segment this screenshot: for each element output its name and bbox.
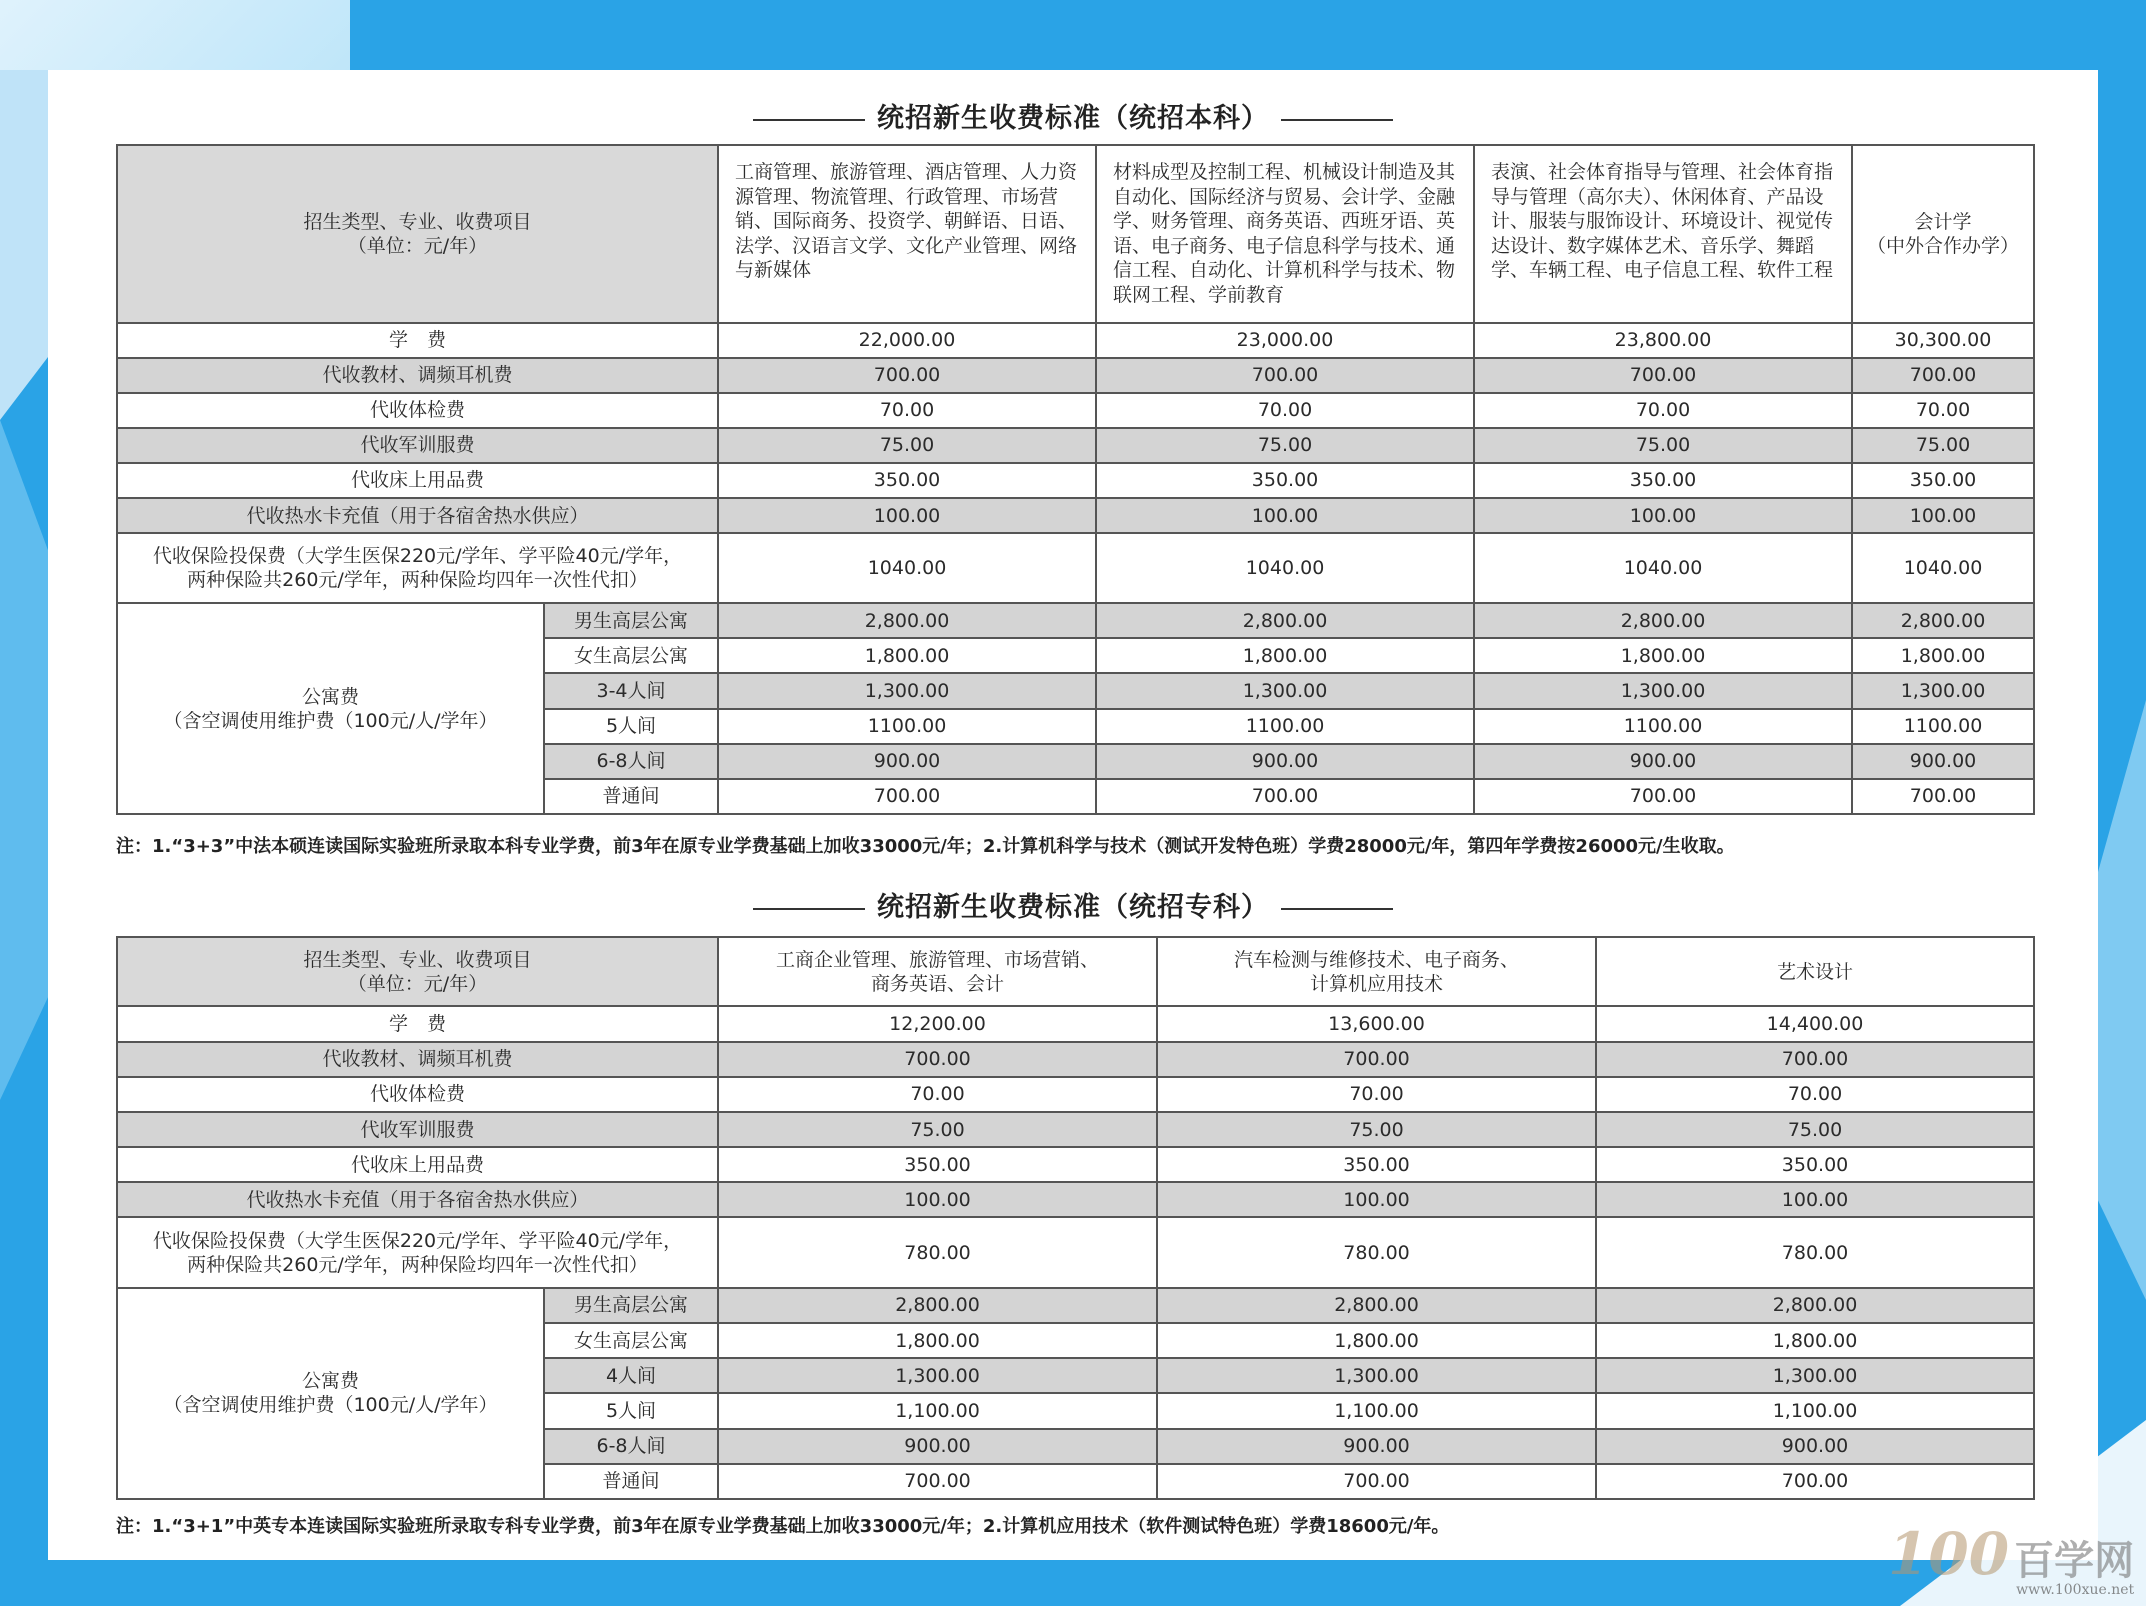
fee-value: 100.00 <box>718 498 1096 533</box>
fee-value: 350.00 <box>1852 463 2034 498</box>
college-note: 注：1.“3+1”中英专本连读国际实验班所录取专科专业学费，前3年在原专业学费基础上加收33000元/年；2.计算机应用技术（软件测试特色班）学费18600元/年。 <box>116 1516 1450 1537</box>
fee-value: 75.00 <box>718 1112 1157 1147</box>
housing-label: 公寓费 <box>301 685 359 708</box>
undergrad-title <box>0 96 2146 135</box>
fee-value: 30,300.00 <box>1852 323 2034 358</box>
fee-value: 12,200.00 <box>718 1006 1157 1041</box>
housing-type: 4人间 <box>544 1358 718 1393</box>
row-label: 代收体检费 <box>117 393 718 428</box>
undergrad-header-label: 招生类型、专业、收费项目 <box>303 210 532 233</box>
fee-value: 700.00 <box>1157 1464 1596 1499</box>
housing-type: 普通间 <box>544 779 718 814</box>
insurance-label-line1: 代收保险投保费（大学生医保220元/学年、学平险40元/学年， <box>152 545 683 568</box>
undergrad-major-group-4 <box>1852 145 2034 323</box>
fee-value: 1,100.00 <box>1596 1393 2034 1428</box>
fee-value: 700.00 <box>718 1464 1157 1499</box>
fee-value: 1,300.00 <box>718 673 1096 708</box>
fee-value: 780.00 <box>1596 1217 2034 1287</box>
fee-value: 100.00 <box>1474 498 1852 533</box>
fee-value: 2,800.00 <box>718 1288 1157 1323</box>
fee-value: 700.00 <box>1096 779 1474 814</box>
college-header-unit: （单位：元/年） <box>347 972 488 995</box>
row-label: 代收教材、调频耳机费 <box>117 358 718 393</box>
fee-value: 70.00 <box>718 393 1096 428</box>
fee-value: 700.00 <box>1474 358 1852 393</box>
college-insurance-row <box>117 1217 2034 1287</box>
undergrad-insurance-row <box>117 533 2034 603</box>
fee-value: 350.00 <box>1474 463 1852 498</box>
fee-value: 70.00 <box>1157 1077 1596 1112</box>
fee-value: 1040.00 <box>718 533 1096 603</box>
fee-value: 1,800.00 <box>1596 1323 2034 1358</box>
college-major-group-3 <box>1596 937 2034 1006</box>
fee-value: 22,000.00 <box>718 323 1096 358</box>
fee-value: 2,800.00 <box>1474 603 1852 638</box>
row-label: 学 费 <box>117 1006 718 1041</box>
fee-value: 900.00 <box>1596 1429 2034 1464</box>
housing-label: 公寓费 <box>301 1370 359 1393</box>
row-label: 代收军训服费 <box>117 1112 718 1147</box>
fee-value: 700.00 <box>1096 358 1474 393</box>
fee-value: 70.00 <box>1852 393 2034 428</box>
college-uniform-row <box>117 1112 2034 1147</box>
fee-value: 700.00 <box>1596 1042 2034 1077</box>
corner-tile <box>0 0 350 70</box>
college-tuition-row <box>117 1006 2034 1041</box>
fee-value: 900.00 <box>718 1429 1157 1464</box>
row-label: 代收热水卡充值（用于各宿舍热水供应） <box>117 498 718 533</box>
fee-value: 2,800.00 <box>1852 603 2034 638</box>
housing-type: 6-8人间 <box>544 1429 718 1464</box>
title-rule-right <box>1281 119 1393 121</box>
housing-note: （含空调使用维护费（100元/人/学年） <box>163 1394 498 1417</box>
undergrad-hotwater-row <box>117 498 2034 533</box>
fee-value: 1,300.00 <box>1096 673 1474 708</box>
fee-value: 1,800.00 <box>1157 1323 1596 1358</box>
fee-value: 700.00 <box>1157 1042 1596 1077</box>
fee-value: 100.00 <box>1096 498 1474 533</box>
fee-value: 14,400.00 <box>1596 1006 2034 1041</box>
undergrad-textbook-row <box>117 358 2034 393</box>
fee-value: 700.00 <box>1474 779 1852 814</box>
housing-type: 男生高层公寓 <box>544 1288 718 1323</box>
fee-value: 1100.00 <box>1096 709 1474 744</box>
fee-value: 100.00 <box>1852 498 2034 533</box>
housing-label-cell <box>117 1288 544 1499</box>
fee-value: 23,800.00 <box>1474 323 1852 358</box>
major-line: 商务英语、会计 <box>871 972 1005 995</box>
college-physical-row <box>117 1077 2034 1112</box>
undergrad-physical-row <box>117 393 2034 428</box>
college-hotwater-row <box>117 1182 2034 1217</box>
watermark-name: 百学网 <box>2014 1537 2135 1584</box>
major-line: 工商企业管理、旅游管理、市场营销、 <box>776 948 1100 971</box>
fee-value: 700.00 <box>718 779 1096 814</box>
row-label: 代收军训服费 <box>117 428 718 463</box>
undergrad-uniform-row <box>117 428 2034 463</box>
undergrad-fee-table <box>116 144 2035 815</box>
fee-value: 1040.00 <box>1474 533 1852 603</box>
fee-value: 780.00 <box>718 1217 1157 1287</box>
college-header-row <box>117 937 2034 1006</box>
title-rule-left <box>753 119 865 121</box>
college-header-label: 招生类型、专业、收费项目 <box>303 948 532 971</box>
row-label: 学 费 <box>117 323 718 358</box>
fee-value: 1040.00 <box>1096 533 1474 603</box>
undergrad-note: 注：1.“3+3”中法本硕连读国际实验班所录取本科专业学费，前3年在原专业学费基础上加收33000元/年；2.计算机科学与技术（测试开发特色班）学费28000元/年，第四年学费按26000元/生收取。 <box>116 836 1735 857</box>
college-major-group-2 <box>1157 937 1596 1006</box>
fee-value: 2,800.00 <box>1596 1288 2034 1323</box>
college-textbook-row <box>117 1042 2034 1077</box>
fee-value: 1,800.00 <box>718 638 1096 673</box>
fee-value: 1,800.00 <box>1474 638 1852 673</box>
fee-value: 350.00 <box>718 463 1096 498</box>
college-bedding-row <box>117 1147 2034 1182</box>
major-line: 汽车检测与维修技术、电子商务、 <box>1234 948 1520 971</box>
title-rule-right <box>1281 908 1393 910</box>
fee-value: 1040.00 <box>1852 533 2034 603</box>
undergrad-header-cell <box>117 145 718 323</box>
fee-value: 75.00 <box>1596 1112 2034 1147</box>
fee-value: 75.00 <box>1852 428 2034 463</box>
undergrad-bedding-row <box>117 463 2034 498</box>
fee-value: 75.00 <box>718 428 1096 463</box>
fee-value: 1,300.00 <box>1157 1358 1596 1393</box>
fee-value: 2,800.00 <box>718 603 1096 638</box>
row-label: 代收热水卡充值（用于各宿舍热水供应） <box>117 1182 718 1217</box>
row-label: 代收教材、调频耳机费 <box>117 1042 718 1077</box>
fee-value: 780.00 <box>1157 1217 1596 1287</box>
fee-value: 700.00 <box>718 358 1096 393</box>
housing-type: 5人间 <box>544 1393 718 1428</box>
fee-value: 75.00 <box>1096 428 1474 463</box>
major-line: 艺术设计 <box>1777 960 1854 983</box>
fee-value: 350.00 <box>1596 1147 2034 1182</box>
fee-value: 75.00 <box>1474 428 1852 463</box>
housing-note: （含空调使用维护费（100元/人/学年） <box>163 709 498 732</box>
fee-value: 70.00 <box>1474 393 1852 428</box>
housing-type: 5人间 <box>544 709 718 744</box>
fee-value: 700.00 <box>1852 358 2034 393</box>
row-label: 代收床上用品费 <box>117 463 718 498</box>
housing-type: 6-8人间 <box>544 744 718 779</box>
fee-value: 700.00 <box>1852 779 2034 814</box>
fee-value: 70.00 <box>1096 393 1474 428</box>
college-title-text: 统招新生收费标准（统招专科） <box>877 892 1269 923</box>
undergrad-major4-name: 会计学 <box>1914 210 1972 233</box>
undergrad-housing-row <box>117 603 2034 638</box>
fee-value: 23,000.00 <box>1096 323 1474 358</box>
fee-value: 1,300.00 <box>1596 1358 2034 1393</box>
fee-value: 700.00 <box>718 1042 1157 1077</box>
undergrad-major4-note: （中外合作办学） <box>1867 234 2020 257</box>
college-header-cell <box>117 937 718 1006</box>
insurance-label-line2: 两种保险共260元/学年，两种保险均四年一次性代扣） <box>187 1253 648 1276</box>
fee-value: 1,300.00 <box>1474 673 1852 708</box>
insurance-label-line2: 两种保险共260元/学年，两种保险均四年一次性代扣） <box>187 569 648 592</box>
fee-value: 1100.00 <box>718 709 1096 744</box>
watermark-mark: 100 <box>1888 1520 2010 1588</box>
college-housing-row <box>117 1288 2034 1323</box>
college-fee-table <box>116 936 2035 1500</box>
fee-value: 1,800.00 <box>1096 638 1474 673</box>
fee-value: 1100.00 <box>1474 709 1852 744</box>
fee-value: 350.00 <box>718 1147 1157 1182</box>
fee-value: 900.00 <box>1096 744 1474 779</box>
housing-type: 女生高层公寓 <box>544 1323 718 1358</box>
undergrad-header-unit: （单位：元/年） <box>347 234 488 257</box>
fee-value: 100.00 <box>718 1182 1157 1217</box>
fee-value: 1,300.00 <box>718 1358 1157 1393</box>
college-major-group-1 <box>718 937 1157 1006</box>
fee-value: 700.00 <box>1596 1464 2034 1499</box>
fee-value: 350.00 <box>1096 463 1474 498</box>
insurance-label-line1: 代收保险投保费（大学生医保220元/学年、学平险40元/学年， <box>152 1229 683 1252</box>
fee-value: 1,300.00 <box>1852 673 2034 708</box>
row-label <box>117 1217 718 1287</box>
row-label: 代收床上用品费 <box>117 1147 718 1182</box>
fee-value: 75.00 <box>1157 1112 1596 1147</box>
fee-value: 900.00 <box>1157 1429 1596 1464</box>
fee-value: 350.00 <box>1157 1147 1596 1182</box>
fee-value: 900.00 <box>718 744 1096 779</box>
fee-value: 900.00 <box>1852 744 2034 779</box>
fee-value: 2,800.00 <box>1157 1288 1596 1323</box>
fee-value: 900.00 <box>1474 744 1852 779</box>
watermark-url: www.100xue.net <box>2016 1582 2135 1598</box>
undergrad-tuition-row <box>117 323 2034 358</box>
fee-value: 70.00 <box>1596 1077 2034 1112</box>
major-line: 计算机应用技术 <box>1310 972 1444 995</box>
housing-label-cell <box>117 603 544 814</box>
undergrad-major-group-3: 表演、社会体育指导与管理、社会体育指导与管理（高尔夫）、休闲体育、产品设计、服装与服饰设计、环境设计、视觉传达设计、数字媒体艺术、音乐学、舞蹈学、车辆工程、电子信息工程、软件工程 <box>1474 145 1852 323</box>
row-label: 代收体检费 <box>117 1077 718 1112</box>
fee-value: 70.00 <box>718 1077 1157 1112</box>
fee-value: 1,800.00 <box>718 1323 1157 1358</box>
fee-value: 100.00 <box>1157 1182 1596 1217</box>
fee-value: 100.00 <box>1596 1182 2034 1217</box>
housing-type: 普通间 <box>544 1464 718 1499</box>
undergrad-major-group-1: 工商管理、旅游管理、酒店管理、人力资源管理、物流管理、行政管理、市场营销、国际商务、投资学、朝鲜语、日语、法学、汉语言文学、文化产业管理、网络与新媒体 <box>718 145 1096 323</box>
housing-type: 女生高层公寓 <box>544 638 718 673</box>
fee-value: 2,800.00 <box>1096 603 1474 638</box>
undergrad-title-text: 统招新生收费标准（统招本科） <box>877 103 1269 134</box>
fee-value: 1,100.00 <box>718 1393 1157 1428</box>
row-label <box>117 533 718 603</box>
fee-value: 13,600.00 <box>1157 1006 1596 1041</box>
fee-value: 1,100.00 <box>1157 1393 1596 1428</box>
housing-type: 男生高层公寓 <box>544 603 718 638</box>
watermark-logo <box>1888 1520 2134 1598</box>
undergrad-major-group-2: 材料成型及控制工程、机械设计制造及其自动化、国际经济与贸易、会计学、金融学、财务管理、商务英语、西班牙语、英语、电子商务、电子信息科学与技术、通信工程、自动化、计算机科学与技术、物联网工程、学前教育 <box>1096 145 1474 323</box>
college-title <box>0 885 2146 924</box>
title-rule-left <box>753 908 865 910</box>
fee-value: 1,800.00 <box>1852 638 2034 673</box>
fee-value: 1100.00 <box>1852 709 2034 744</box>
undergrad-header-row <box>117 145 2034 323</box>
housing-type: 3-4人间 <box>544 673 718 708</box>
